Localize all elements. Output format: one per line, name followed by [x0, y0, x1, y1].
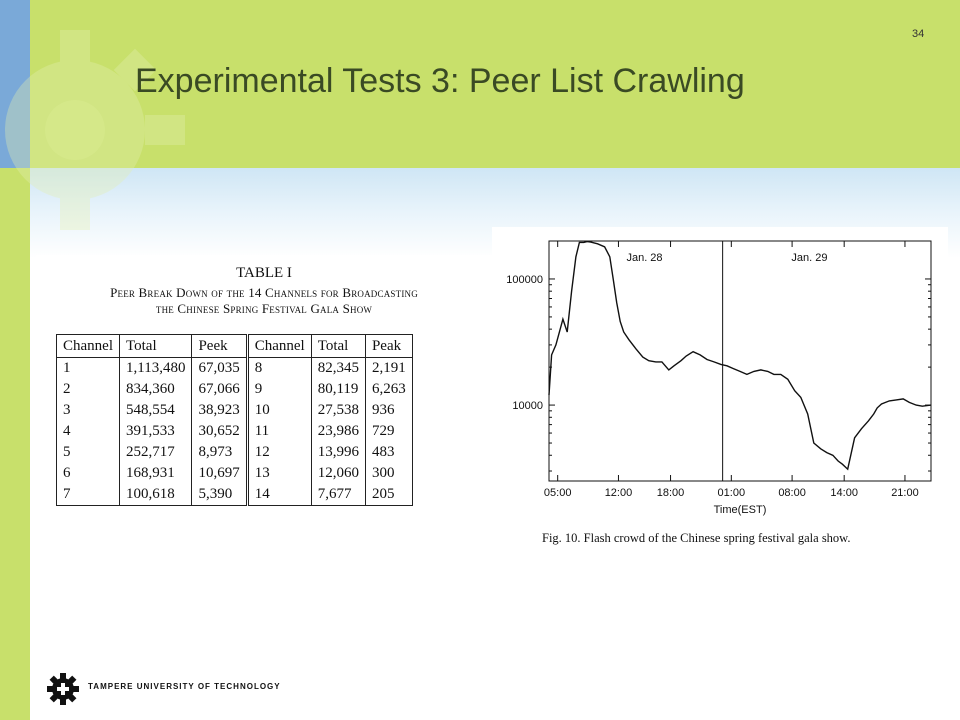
table-cell: 252,717 [120, 442, 192, 463]
column-header: Channel [247, 335, 311, 358]
table-cell: 5 [57, 442, 120, 463]
column-header: Total [120, 335, 192, 358]
table-cell: 205 [371, 486, 395, 502]
x-axis-label: Time(EST) [713, 504, 767, 516]
y-tick-label: 10000 [512, 400, 543, 413]
table-cell: 168,931 [120, 463, 192, 484]
table-cell: 3 [57, 400, 120, 421]
x-tick-label: 14:00 [830, 487, 858, 499]
table-cell: 38,923 [192, 400, 247, 421]
table-cell: 5,390 [192, 484, 247, 506]
table-cell: 67,035 [192, 358, 247, 380]
table-cell: 9 [247, 379, 311, 400]
x-tick-label: 21:00 [891, 487, 919, 499]
table-cell: 23,986 [311, 421, 365, 442]
series-line [549, 242, 931, 470]
table-cell: 729 [371, 423, 395, 439]
table-cell: 483 [371, 444, 395, 460]
table-cell: 12 [247, 442, 311, 463]
table-cell: 6 [57, 463, 120, 484]
table-cell: 27,538 [311, 400, 365, 421]
column-header: Channel [57, 335, 120, 358]
table-cell: 14 [247, 484, 311, 506]
chart-figure [492, 227, 948, 557]
table-row [57, 379, 413, 400]
table-cell: 300 [371, 465, 395, 481]
table-cell: 67,066 [192, 379, 247, 400]
x-tick-label: 18:00 [656, 487, 685, 499]
university-name: TAMPERE UNIVERSITY OF TECHNOLOGY [88, 682, 281, 691]
table-row [57, 358, 413, 380]
line-chart [492, 227, 948, 557]
table-cell: 82,345 [311, 358, 365, 380]
table-caption-line2: the Chinese Spring Festival Gala Show [155, 301, 373, 316]
x-tick-label: 01:00 [717, 487, 746, 499]
table-cell: 1 [57, 358, 120, 380]
table-cell: 7 [57, 484, 120, 506]
column-header: Peak [365, 335, 412, 358]
annotation-jan-29: Jan. 29 [791, 252, 828, 264]
column-header: Total [311, 335, 365, 358]
table-row [57, 421, 413, 442]
annotation-jan-28: Jan. 28 [626, 252, 663, 264]
table-cell: 12,060 [311, 463, 365, 484]
table-cell: 8,973 [192, 442, 247, 463]
table-cell: 7,677 [311, 484, 365, 506]
table-cell: 391,533 [120, 421, 192, 442]
table-cell: 6,263 [371, 381, 406, 397]
table-cell: 1,113,480 [120, 358, 192, 380]
column-header: Peek [192, 335, 247, 358]
table-row [57, 463, 413, 484]
table-cell: 2 [57, 379, 120, 400]
table-cell: 11 [247, 421, 311, 442]
y-tick-label: 100000 [506, 273, 543, 286]
x-tick-label: 12:00 [604, 487, 633, 499]
table-cell: 13 [247, 463, 311, 484]
gear-logo-icon [46, 672, 80, 706]
x-tick-label: 08:00 [778, 487, 806, 499]
peer-table [56, 334, 413, 506]
table-cell: 30,652 [192, 421, 247, 442]
table-header-row [57, 335, 413, 358]
table-cell: 936 [371, 402, 395, 418]
table-cell: 8 [247, 358, 311, 380]
table-cell: 4 [57, 421, 120, 442]
table-cell: 2,191 [371, 360, 406, 376]
table-cell: 10 [247, 400, 311, 421]
table-cell: 10,697 [192, 463, 247, 484]
table-row [57, 400, 413, 421]
slide-title: Experimental Tests 3: Peer List Crawling [135, 62, 745, 100]
table-figure [36, 255, 492, 518]
page-number: 34 [912, 28, 925, 40]
x-tick-label: 05:00 [543, 487, 572, 499]
table-caption-line1: Peer Break Down of the 14 Channels for Broadcasting [110, 285, 418, 300]
table-cell: 13,996 [311, 442, 365, 463]
table-row [57, 484, 413, 506]
table-row [57, 442, 413, 463]
table-cell: 548,554 [120, 400, 192, 421]
plot-frame [549, 241, 931, 481]
figure-caption: Fig. 10. Flash crowd of the Chinese spring festival gala show. [542, 531, 851, 545]
table-cell: 100,618 [120, 484, 192, 506]
table-cell: 834,360 [120, 379, 192, 400]
table-caption-title: TABLE I [236, 265, 292, 281]
table-cell: 80,119 [311, 379, 365, 400]
